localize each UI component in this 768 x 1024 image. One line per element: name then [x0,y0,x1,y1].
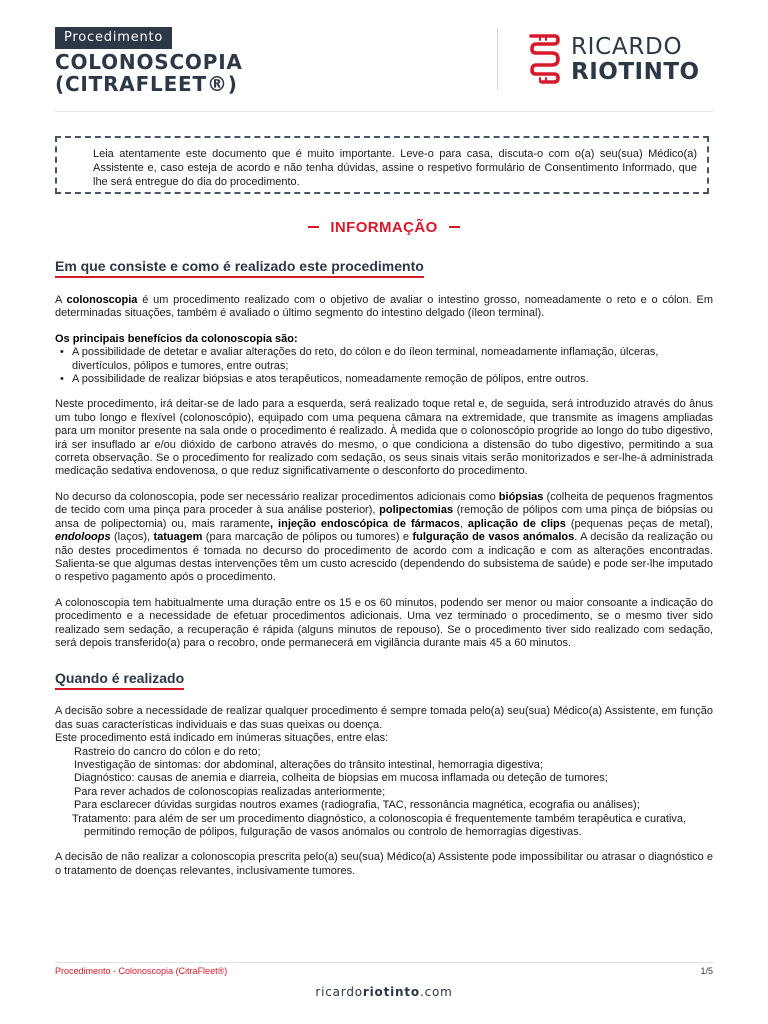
heading-when-performed: Quando é realizado [55,670,184,690]
footer-rule [55,962,713,963]
bold-term: aplicação de clips [467,517,566,530]
text: A [55,294,67,306]
title-dash-right [449,226,460,228]
benefits-title [55,333,713,346]
brand-logo [527,34,717,86]
logo-first-name: RICARDO [571,34,683,60]
document-title-line-2: (CITRAFLEET®) [55,72,238,96]
list-item: Diagnóstico: causas de anemia e diarreia, colheita de biopsias em mucosa inflamada ou deteção de tumores; [74,772,608,785]
colon-intestine-icon [527,34,561,84]
page-number: 1/5 [700,966,713,976]
website-link[interactable] [0,985,768,999]
list-item: • A possibilidade de detetar e avaliar alterações do reto, do cólon e do íleon terminal, nomeadamente inflamação, úlceras, divertículos, pólipos e tumores, entre outras; [55,346,713,373]
list-item: • A possibilidade de realizar biópsias e atos terapêuticos, nomeadamente remoção de pólipos, entre outros. [55,373,713,386]
page-header [0,0,768,112]
indications-list [55,746,713,840]
list-item: Para rever achados de colonoscopias realizadas anteriormente; [74,785,386,798]
text: . A decisão da realização ou não destes procedimentos é tomada no decurso do procedimento de acordo com a indicação e com as alterações encontradas. Salienta-se que algumas destas intervenções têm um custo acrescido (dependendo do subsistema de saúde) e pode ser-lhe imputado o respetivo pagamento após o procedimento. [55,531,714,584]
notice-text: Leia atentamente este documento que é muito importante. Leve-o para casa, discuta-o com o(a) seu(sua) Médico(a) Assistente e, caso esteja de acordo e não tenha dúvidas, assine o respetivo formulário de Consentimento Informado, que lhe será entregue do dia do procedimento. [93,148,697,188]
benefits-list [55,346,713,386]
url-part-bold: riotinto [362,985,420,999]
section-title [0,219,768,236]
url-part: .com [419,985,453,999]
important-notice-box [55,136,709,194]
header-divider [497,28,498,90]
benefits-title-text: Os principais benefícios da colonoscopia são: [55,332,298,345]
text: (colheita de pequenos fragmentos de tecido com uma pinça para proceder à sua análise posterior), [55,490,713,517]
bold-italic-term: endoloops [55,531,111,544]
bold-term: fulguração de vasos anómalos [412,531,575,544]
document-title [55,51,243,95]
paragraph-decision: A decisão sobre a necessidade de realizar qualquer procedimento é sempre tomada pelo(a) seu(sua) Médico(a) Assistente, em função das suas características individuais e das suas queixas ou doença. [55,705,713,731]
bold-term: polipectomias [379,504,454,517]
list-item: Investigação de sintomas: dor abdominal, alterações do trânsito intestinal, hemorragia digestiva; [74,758,543,771]
paragraph-additional-procedures [55,491,713,585]
paragraph-intro [55,294,713,321]
paragraph-procedure: Neste procedimento, irá deitar-se de lado para a esquerda, será realizado toque retal e, de seguida, será introduzido através do ânus um tubo longo e flexível (colonoscópio), equipado com uma pequena câmara na extremidade, que transmite as imagens ampliadas para um monitor presente na sala onde o procedimento é realizado. À medida que o colonoscópio progride ao longo do tubo digestivo, irá ser insuflado ar e/ou dióxido de carbono através do mesmo, o que condiciona a distensão do tubo digestivo, permitindo a sua correta observação. Se o procedimento for realizado com sedação, os seus sinais vitais serão monitorizados e ser-lhe-á administrada medicação sedativa endovenosa, o que reduz significativamente o desconforto do procedimento. [55,398,713,478]
footer-document-name: Procedimento - Colonoscopia (CitraFleet®) [55,966,228,976]
text: No decurso da colonoscopia, pode ser necessário realizar procedimentos adicionais como [55,490,499,503]
list-item-continuation: permitindo remoção de pólipos, fulguração de vasos anómalos ou controlo de hemorragias digestivas. [84,826,582,838]
list-item [55,813,713,840]
text: (laços), [110,531,154,544]
text: (pequenas peças de metal), [565,517,713,530]
list-item: Para esclarecer dúvidas surgidas noutros exames (radiografia, TAC, ressonância magnética, ecografia ou análises); [74,799,640,812]
logo-last-name: RIOTINTO [571,59,700,85]
list-item: Rastreio do cancro do cólon e do reto; [74,745,261,758]
bold-term: biópsias [498,490,544,503]
main-content [55,258,713,878]
bold-term: colonoscopia [66,294,138,306]
document-title-line-1: COLONOSCOPIA [55,50,243,74]
text: (para marcação de pólipos ou tumores) e [202,531,413,544]
paragraph-duration: A colonoscopia tem habitualmente uma duração entre os 15 e os 60 minutos, podendo ser menor ou maior consoante a indicação do procedimento e a necessidade de efetuar procedimentos adicionais. Uma vez terminado o procedimento, se o mesmo tiver sido realizado sem sedação, a recuperação é rápida (alguns minutos de repouso). Se o procedimento tiver sido realizado com sedação, será depois transferido(a) para o recobro, onde permanecerá em vigilância durante mais 45 a 60 minutos. [55,596,713,649]
bold-term: tatuagem [153,531,203,544]
title-dash-left [308,226,319,228]
paragraph-indications-intro: Este procedimento está indicado em inúmeras situações, entre elas: [55,732,389,745]
category-tag: Procedimento [55,27,172,49]
text: , [459,517,468,530]
url-part: ricardo [315,985,363,999]
list-item-text: Tratamento: para além de ser um procedimento diagnóstico, a colonoscopia é frequentemente também terapêutica e curativa, [72,812,687,825]
text: é um procedimento realizado com o objetivo de avaliar o intestino grosso, nomeadamente o reto e o cólon. Em determinadas situações, também é avaliado o último segmento do intestino delgado (íleon terminal). [55,294,713,320]
paragraph-refusal: A decisão de não realizar a colonoscopia prescrita pelo(a) seu(sua) Médico(a) Assistente pode impossibilitar ou atrasar o diagnóstico e o tratamento de doenças relevantes, inclusivamente tumores. [55,851,713,877]
section-title-text: INFORMAÇÃO [330,219,438,236]
heading-procedure-description: Em que consiste e como é realizado este procedimento [55,258,424,278]
text: (remoção de pólipos com uma pinça de biópsias ou ansa de polipectomia) ou, mais raramente [55,504,713,530]
bold-term: , injeção endoscópica de fármacos [270,517,460,530]
header-rule [55,111,713,112]
